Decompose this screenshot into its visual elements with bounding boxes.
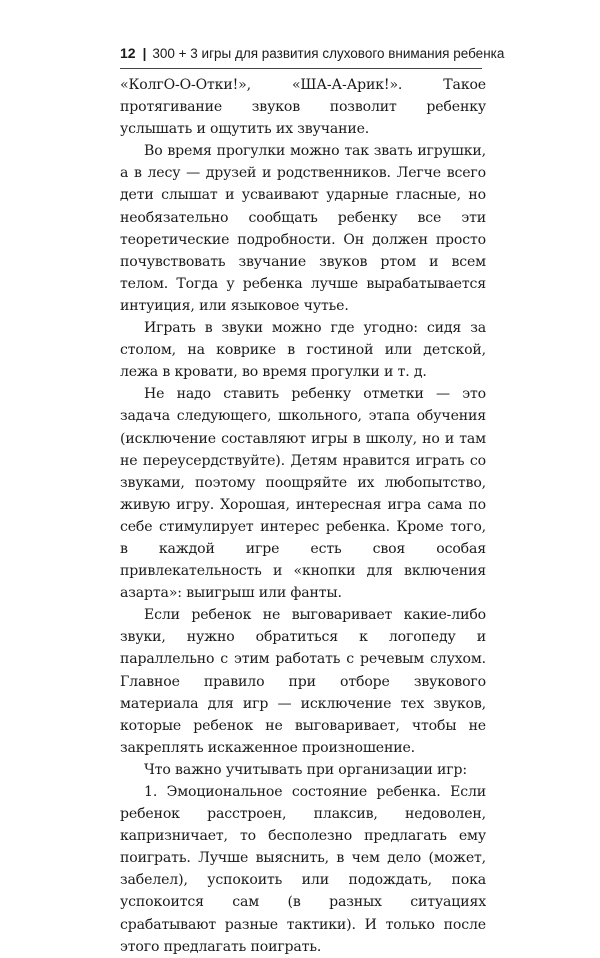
paragraph: Играть в звуки можно где угодно: сидя за столом, на коврике в гостиной или детской, лежа в кровати, во время прогулки и т. д.	[120, 320, 486, 381]
paragraph: 1. Эмоциональное состояние ребенка. Если ребенок расстроен, плаксив, недоволен, капризничает, то бесполезно предлагать ему поиграть. Лучше выяснить, в чем дело (может, забелел), успокоить или подождать, пока успокоится сам (в разных ситуациях срабатывают разные тактики). И только после этого предлагать поиграть.	[120, 784, 486, 955]
running-title: 300 + 3 игры для развития слухового внимания ребенка	[152, 46, 505, 61]
header-rule	[120, 68, 482, 69]
body-text	[120, 74, 486, 958]
page-header	[120, 44, 504, 63]
paragraph: Во время прогулки можно так звать игрушки, а в лесу — друзей и родственников. Легче всего дети слышат и усваивают ударные гласные, но необязательно сообщать ребенку все эти теоретические подробности. Он должен просто почувствовать звучание звуков ртом и всем телом. Тогда у ребенка лучше вырабатывается интуиция, или языковое чутье.	[120, 143, 486, 314]
paragraph: «КолгО-О-Отки!», «ША-А-Арик!». Такое протягивание звуков позволит ребенку услышать и ощутить их звучание.	[120, 77, 486, 138]
paragraph: Что важно учитывать при организации игр:	[144, 761, 467, 778]
header-separator: |	[142, 46, 147, 61]
page-number: 12	[120, 45, 136, 61]
paragraph: Не надо ставить ребенку отметки — это задача следующего, школьного, этапа обучения (исключение составляют игры в школу, но и там не переусердствуйте). Детям нравится играть со звуками, поэтому поощряйте их любопытство, живую игру. Хорошая, интересная игра сама по себе стимулирует интерес ребенка. Кроме того, в каждой игре есть своя особая привлекательность и «кнопки для включения азарта»: выигрыш или фанты.	[120, 386, 486, 602]
paragraph: Если ребенок не выговаривает какие-либо звуки, нужно обратиться к логопеду и параллельно с этим работать с речевым слухом. Главное правило при отборе звукового материала для игр — исключение тех звуков, которые ребенок не выговаривает, чтобы не закреплять искаженное произношение.	[120, 607, 486, 756]
